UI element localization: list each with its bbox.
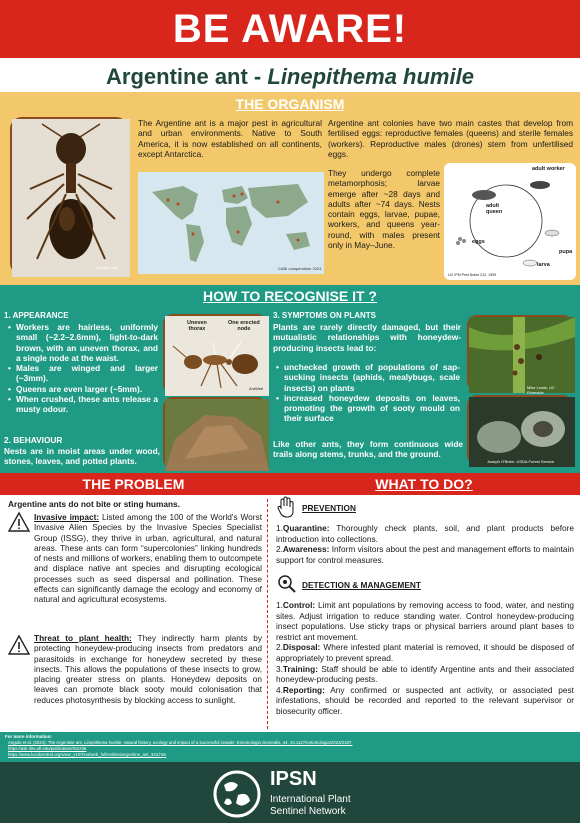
label-adult-queen: adult queen <box>486 203 503 215</box>
appearance-list <box>6 322 158 415</box>
detection-list <box>276 600 574 717</box>
invasive-text: Listed among the 100 of the World's Worst Invasive Alien Species by the Invasive Species Specialist Group (ISSG), they thrive in urban, agricultural, and natural areas. These ants can form “supercolonies” linking hundreds of nests and millions of workers, enabling them to outcompete and displace native ant species and disrupting ecological processes such as seed dispersal and pollination. These effects can significantly damage the ecology and economy of natural and agricultural ecosystems. <box>34 512 262 605</box>
map-credit: CABI compendium 2024 <box>278 266 322 271</box>
organism-intro: The Argentine ant is a major pest in agricultural and urban environments. Native to South America, it is now established on all continents, except Antarctica. <box>138 118 322 159</box>
detection-item <box>276 685 574 717</box>
appearance-heading: 1. APPEARANCE <box>4 311 69 320</box>
problem-lead: Argentine ants do not bite or sting humans. <box>8 499 180 509</box>
item-text: Where infested plant material is removed, it should be disposed of appropriately to prevent spread. <box>276 642 574 663</box>
references <box>0 732 580 762</box>
aphid-photo <box>467 315 573 395</box>
mould-photo <box>467 395 573 465</box>
threat-text: They indirectly harm plants by protecting honeydew-producing insects from predators and parasitoids in exchange for honeydew secreted by these insects. This allows the populations of these insects to grow, placing greater stress on plants. Honeydew deposits on leaves can promote black sooty mould colonisation that reduces photosynthesis by blocking access to sunlight. <box>34 633 262 705</box>
prevention-item <box>276 523 574 544</box>
warning-icon <box>8 512 30 532</box>
item-number: 2. <box>276 642 283 653</box>
prevention-heading: PREVENTION <box>302 503 356 513</box>
problem-heading: THE PROBLEM <box>82 476 185 492</box>
label-thorax: Uneven thorax <box>187 320 207 332</box>
appearance-item: • Males are winged and larger (~3mm). <box>6 363 158 384</box>
column-divider <box>267 499 268 729</box>
todo-heading: WHAT TO DO? <box>375 476 473 492</box>
diagram-credit: UC IPM Pest Notes 312, 1999 <box>448 273 497 277</box>
hand-stop-icon <box>277 496 295 518</box>
footer <box>0 762 580 823</box>
threat-plant-health <box>34 633 262 705</box>
label-adult-worker: adult worker <box>532 166 565 172</box>
ant-nest-image <box>165 399 269 471</box>
organism-section <box>0 92 580 285</box>
behaviour-heading: 2. BEHAVIOUR <box>4 435 63 445</box>
warning-icon <box>8 635 30 655</box>
detection-item <box>276 600 574 642</box>
scientific-name: Linepithema humile <box>267 64 474 89</box>
reference-link[interactable]: https://www.lucidcentral.org/www_v10/Text/web_full/entities/argentine_ant_343.htm <box>8 752 167 757</box>
item-title: Control: <box>282 600 316 610</box>
globe-leaf-icon <box>212 769 262 819</box>
behaviour-text: Nests are in moist areas under wood, stones, leaves, and potted plants. <box>4 446 160 467</box>
symptoms-heading: 3. SYMPTOMS ON PLANTS <box>273 311 376 320</box>
organism-castes: Argentine ant colonies have two main castes that develop from fertilised eggs: reproductive females (queens) and sterile females (workers). Reproductive males (drones) stem from unfertilised eggs. <box>328 118 573 159</box>
problem-header-bar <box>0 473 580 495</box>
item-title: Awareness: <box>282 544 330 555</box>
detection-heading: DETECTION & MANAGEMENT <box>302 580 421 590</box>
reference-link[interactable]: Angulo et al. (2024). The Argentine ant, Linepithema humile: natural history, ecology and impact of a successful invader. Entomologia Generalis, 44. 10.1127/entomologia/2023/2187. <box>8 740 353 745</box>
organism-lifecycle: They undergo complete metamorphosis; larvae emerge after ~28 days and adults after ~74 days. Nests contain eggs, larvae, pupae, workers, and queens year-round, with males present only in May–June. <box>328 168 440 251</box>
threat-title: Threat to plant health: <box>34 633 132 643</box>
organism-heading: THE ORGANISM <box>235 96 345 112</box>
item-text: Limit ant populations by removing access to food, water, and nesting sites. Adjust irrigation to reduce standing water. Control honeydew-producing insect populations. Use sticky traps or physical barriers around plant bases to restrict ant movement. <box>276 600 574 642</box>
symptoms-list <box>274 362 460 424</box>
item-number: 4. <box>276 684 283 695</box>
footer-logo-text: IPSN <box>270 768 317 790</box>
common-name: Argentine ant - <box>106 64 268 89</box>
label-larva: larva <box>537 262 550 268</box>
page-title <box>0 58 580 96</box>
invasive-title: Invasive impact: <box>34 512 100 522</box>
ant-credit: AntWeb <box>249 386 264 391</box>
symptoms-intro: Plants are rarely directly damaged, but their mutualistic relationships with honeydew-producing insects lead to: <box>273 322 461 353</box>
appearance-item: • Workers are hairless, uniformly small (~2.2–2.6mm), light-to-dark brown, with an uneven thorax, and a single node at the waist. <box>6 322 158 363</box>
recognise-heading: HOW TO RECOGNISE IT ? <box>203 288 377 304</box>
item-title: Reporting: <box>282 684 325 695</box>
magnifier-icon <box>277 574 297 594</box>
appearance-item: • Queens are even larger (~5mm). <box>6 384 158 394</box>
item-text: Any confirmed or suspected ant activity, or associated pest infestations, should be recorded and reported to the relevant supervisor or biosecurity officer. <box>276 684 574 716</box>
detection-item <box>276 642 574 663</box>
lifecycle-diagram-drawing <box>444 163 576 280</box>
ant-side-photo <box>163 314 267 394</box>
label-pupa: pupa <box>559 249 573 255</box>
footer-line2: Sentinel Network <box>270 806 346 817</box>
recognise-section <box>0 285 580 473</box>
label-node: One erected node <box>228 320 260 332</box>
aphids-on-stem-image <box>469 317 575 393</box>
item-title: Training: <box>282 663 318 674</box>
symptom-item: • increased honeydew deposits on leaves, promoting the growth of sooty mould on their surface <box>274 393 460 424</box>
prevention-item <box>276 544 574 565</box>
detection-item <box>276 664 574 685</box>
distribution-map <box>138 172 324 274</box>
refs-heading: For more information: <box>5 734 52 739</box>
ant-profile-image <box>12 119 130 277</box>
nest-photo <box>163 397 267 469</box>
item-number: 2. <box>276 544 283 555</box>
symptom-item: • unchecked growth of populations of sap-sucking insects (aphids, mealybugs, scale insects) on plants <box>274 362 460 393</box>
item-text: Staff should be able to identify Argentine ants and their associated honeydew-producing pests. <box>276 663 574 685</box>
item-number: 1. <box>276 523 283 533</box>
item-number: 1. <box>276 600 283 610</box>
photo-credit: AntWeb.org <box>96 265 118 270</box>
invasive-impact <box>34 512 262 605</box>
mould-credit: Joseph O'Brien, USDA Forest Service <box>487 459 555 464</box>
item-title: Quarantine: <box>282 523 330 533</box>
world-map-image <box>138 172 324 274</box>
reference-link[interactable]: https://ask.ifas.ufl.edu/publication/IN1236 <box>8 746 87 751</box>
lifecycle-diagram <box>444 163 576 280</box>
ant-photo <box>10 117 128 275</box>
appearance-item: • When crushed, these ants release a musty odour. <box>6 394 158 415</box>
prevention-list <box>276 523 574 565</box>
footer-line1: International Plant <box>270 794 351 805</box>
aphid-credit: Mike Lewis, UC Riverside <box>527 385 555 395</box>
banner <box>0 0 580 58</box>
item-number: 3. <box>276 663 283 674</box>
sooty-mould-image <box>469 397 575 467</box>
problem-body <box>0 495 580 732</box>
trails-text: Like other ants, they form continuous wide trails along stems, trunks, and the ground. <box>273 439 463 460</box>
item-title: Disposal: <box>282 642 321 653</box>
label-eggs: eggs <box>472 239 485 245</box>
item-text: Inform visitors about the pest and management efforts to maintain support for control measures. <box>276 544 574 565</box>
title-bar <box>0 58 580 92</box>
item-text: Thoroughly check plants, soil, and plant products before introduction into collections. <box>276 523 574 544</box>
banner-title: BE AWARE! <box>172 7 408 51</box>
